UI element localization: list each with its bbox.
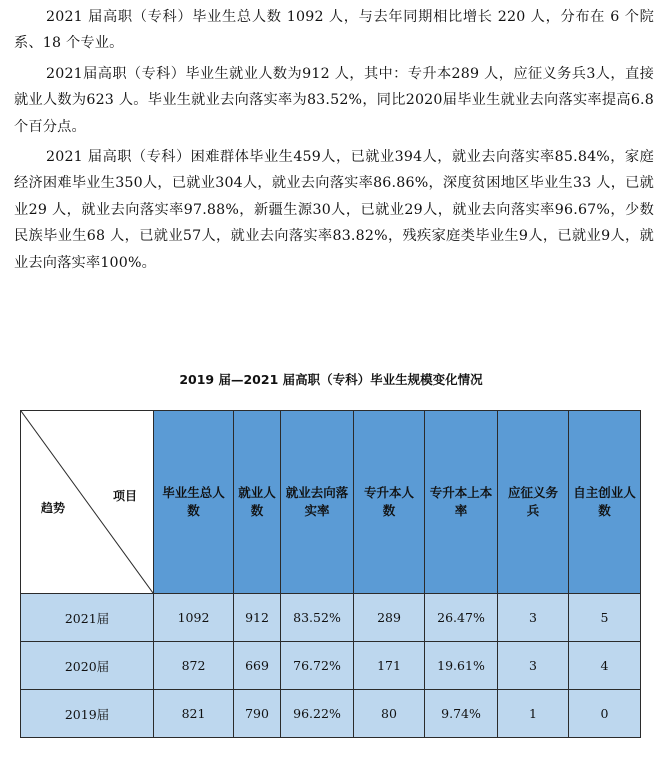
cell-total: 872 xyxy=(154,642,234,690)
cell-conscripts: 3 xyxy=(498,594,569,642)
row-year: 2020届 xyxy=(21,642,154,690)
graduate-scale-table xyxy=(20,410,641,738)
cell-rate: 76.72% xyxy=(281,642,354,690)
header-upgrade-count: 专升本人数 xyxy=(354,411,425,594)
cell-upgrade-count: 171 xyxy=(354,642,425,690)
cell-employed: 669 xyxy=(234,642,281,690)
table-row xyxy=(21,642,641,690)
header-entrepreneurs: 自主创业人数 xyxy=(569,411,641,594)
cell-employed: 912 xyxy=(234,594,281,642)
header-employed: 就业人数 xyxy=(234,411,281,594)
cell-upgrade-rate: 9.74% xyxy=(425,690,498,738)
cell-conscripts: 1 xyxy=(498,690,569,738)
row-year: 2019届 xyxy=(21,690,154,738)
table-header-row xyxy=(21,411,641,594)
cell-total: 821 xyxy=(154,690,234,738)
cell-upgrade-rate: 19.61% xyxy=(425,642,498,690)
header-conscripts: 应征义务兵 xyxy=(498,411,569,594)
cell-entrepreneurs: 5 xyxy=(569,594,641,642)
header-employment-rate: 就业去向落实率 xyxy=(281,411,354,594)
cell-rate: 83.52% xyxy=(281,594,354,642)
corner-label-trend: 趋势 xyxy=(41,501,66,515)
paragraph-total: 2021 届高职（专科）毕业生总人数 1092 人，与去年同期相比增长 220 人，分布在 6 个院系、18 个专业。 xyxy=(14,9,654,52)
table-row xyxy=(21,690,641,738)
body-text xyxy=(14,4,654,280)
cell-total: 1092 xyxy=(154,594,234,642)
cell-employed: 790 xyxy=(234,690,281,738)
cell-conscripts: 3 xyxy=(498,642,569,690)
table-row xyxy=(21,594,641,642)
cell-entrepreneurs: 0 xyxy=(569,690,641,738)
cell-upgrade-rate: 26.47% xyxy=(425,594,498,642)
cell-rate: 96.22% xyxy=(281,690,354,738)
cell-entrepreneurs: 4 xyxy=(569,642,641,690)
cell-upgrade-count: 80 xyxy=(354,690,425,738)
paragraph-disadvantaged: 2021 届高职（专科）困难群体毕业生459人，已就业394人，就业去向落实率85.84%，家庭经济困难毕业生350人，已就业304人，就业去向落实率86.86%，深度贫困地区毕业生33 人，已就业29 人，就业去向落实率97.88%，新疆生源30人，已就业29人，就业去向落实率96.67%，少数民族毕业生68 人，已就业57人，就业去向落实率83.82%，残疾家庭类毕业生9人，已就业9人，就业去向落实率100%。 xyxy=(14,149,654,271)
corner-label-item: 项目 xyxy=(112,489,137,503)
header-total-graduates: 毕业生总人数 xyxy=(154,411,234,594)
diagonal-corner-cell xyxy=(21,411,154,594)
paragraph-employment: 2021届高职（专科）毕业生就业人数为912 人，其中：专升本289 人，应征义务兵3人，直接就业人数为623 人。毕业生就业去向落实率为83.52%，同比2020届毕业生就业去向落实率提高6.8 个百分点。 xyxy=(14,65,654,135)
header-upgrade-rate: 专升本上本率 xyxy=(425,411,498,594)
row-year: 2021届 xyxy=(21,594,154,642)
cell-upgrade-count: 289 xyxy=(354,594,425,642)
table-title: 2019 届—2021 届高职（专科）毕业生规模变化情况 xyxy=(179,372,483,387)
